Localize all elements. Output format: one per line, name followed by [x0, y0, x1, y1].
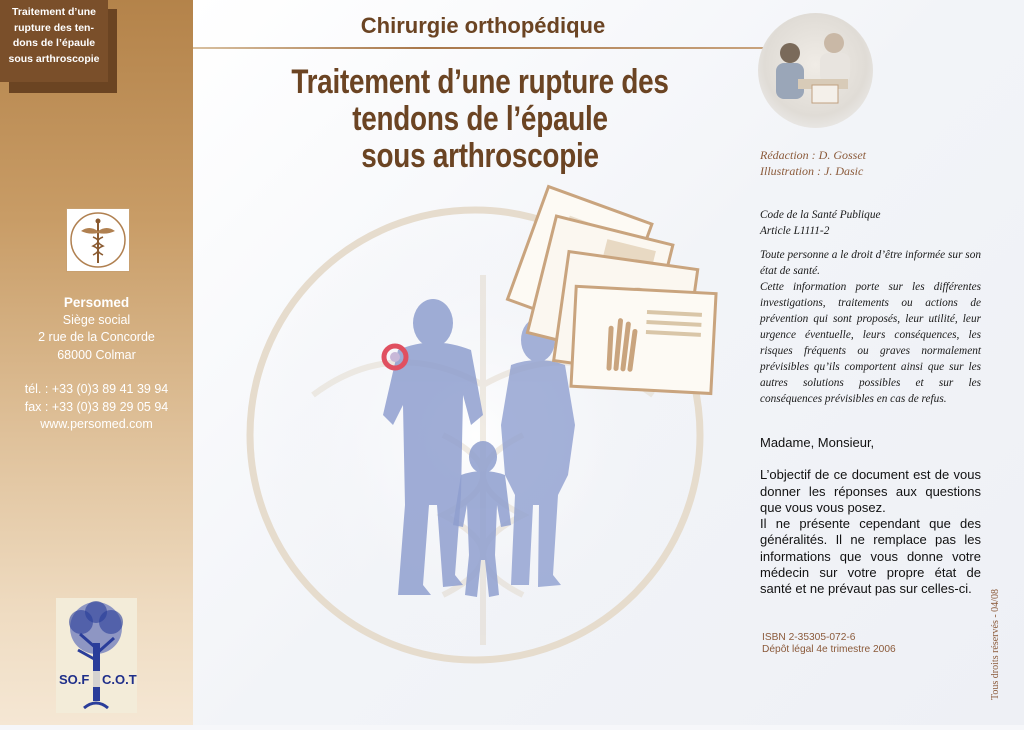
- title-line: Traitement d’une rupture des: [291, 63, 669, 101]
- letter-paragraph-2: Il ne présente cependant que des généralités. Il ne remplace pas les informations que vous donne votre médecin sur votre propre état de santé et ne prévaut pas sur celles-ci.: [760, 516, 981, 597]
- address-line: 2 rue de la Concorde: [38, 330, 155, 344]
- legal-deposit: Dépôt légal 4e trimestre 2006: [762, 644, 896, 655]
- law-code: Code de la Santé Publique: [760, 209, 881, 221]
- law-paragraph-2: Cette information porte sur les différentes investigations, traitements ou actions de prévention qui sont proposés, leur utilité, leur urgence éventuelle, leurs conséquences, les risques fréquents ou graves normalement prévisibles qu’ils comportent ainsi que sur les autres solutions possibles et sur les conséquences prévisibles en cas de refus.: [760, 281, 981, 405]
- publication-info: [762, 632, 896, 656]
- logo-text-left: SO.F: [59, 672, 90, 687]
- letter-paragraph-1: L’objectif de ce document est de vous donner les réponses aux questions que vous vous posez.: [760, 467, 981, 515]
- address-line: Siège social: [62, 312, 131, 327]
- tab-line: rupture des ten-: [14, 21, 94, 34]
- tab-line: sous arthroscopie: [8, 52, 100, 65]
- legal-text: [760, 207, 981, 407]
- org-name: Persomed: [63, 295, 130, 310]
- document-title: [283, 64, 677, 175]
- title-line: tendons de l’épaule: [352, 100, 608, 138]
- consultation-photo: [758, 13, 873, 128]
- logo-text-right: C.O.T: [102, 672, 137, 687]
- fax: fax : +33 (0)3 89 29 05 94: [24, 399, 169, 414]
- credits: [760, 147, 866, 179]
- category-title: Chirurgie orthopédique: [360, 13, 606, 38]
- header-divider: [193, 47, 773, 49]
- law-article: Article L1111-2: [760, 225, 830, 237]
- illustration-credit: Illustration : J. Dasic: [760, 164, 864, 178]
- address-line: 68000 Colmar: [57, 347, 136, 362]
- booklet-pages: [495, 180, 725, 410]
- letter-greeting: Madame, Monsieur,: [760, 435, 875, 450]
- sidebar: [0, 0, 193, 725]
- law-paragraph-1: Toute personne a le droit d’être informée sur son état de santé.: [760, 249, 981, 277]
- tab-line: dons de l’épaule: [12, 37, 96, 49]
- phone: tél. : +33 (0)3 89 41 39 94: [24, 382, 169, 396]
- title-line: sous arthroscopie: [361, 137, 599, 175]
- intro-letter: [760, 435, 981, 598]
- sofcot-logo: [56, 598, 137, 713]
- title-tab: [0, 0, 108, 82]
- website-link[interactable]: www.persomed.com: [40, 417, 153, 431]
- caduceus-emblem-icon: [66, 208, 130, 272]
- tab-line: Traitement d’une: [11, 6, 96, 18]
- rights-notice: Tous droits réservés - 04/08: [990, 589, 1001, 700]
- redaction-credit: Rédaction : D. Gosset: [760, 148, 866, 162]
- isbn: ISBN 2-35305-072-6: [762, 632, 856, 643]
- organization-info: [0, 294, 193, 434]
